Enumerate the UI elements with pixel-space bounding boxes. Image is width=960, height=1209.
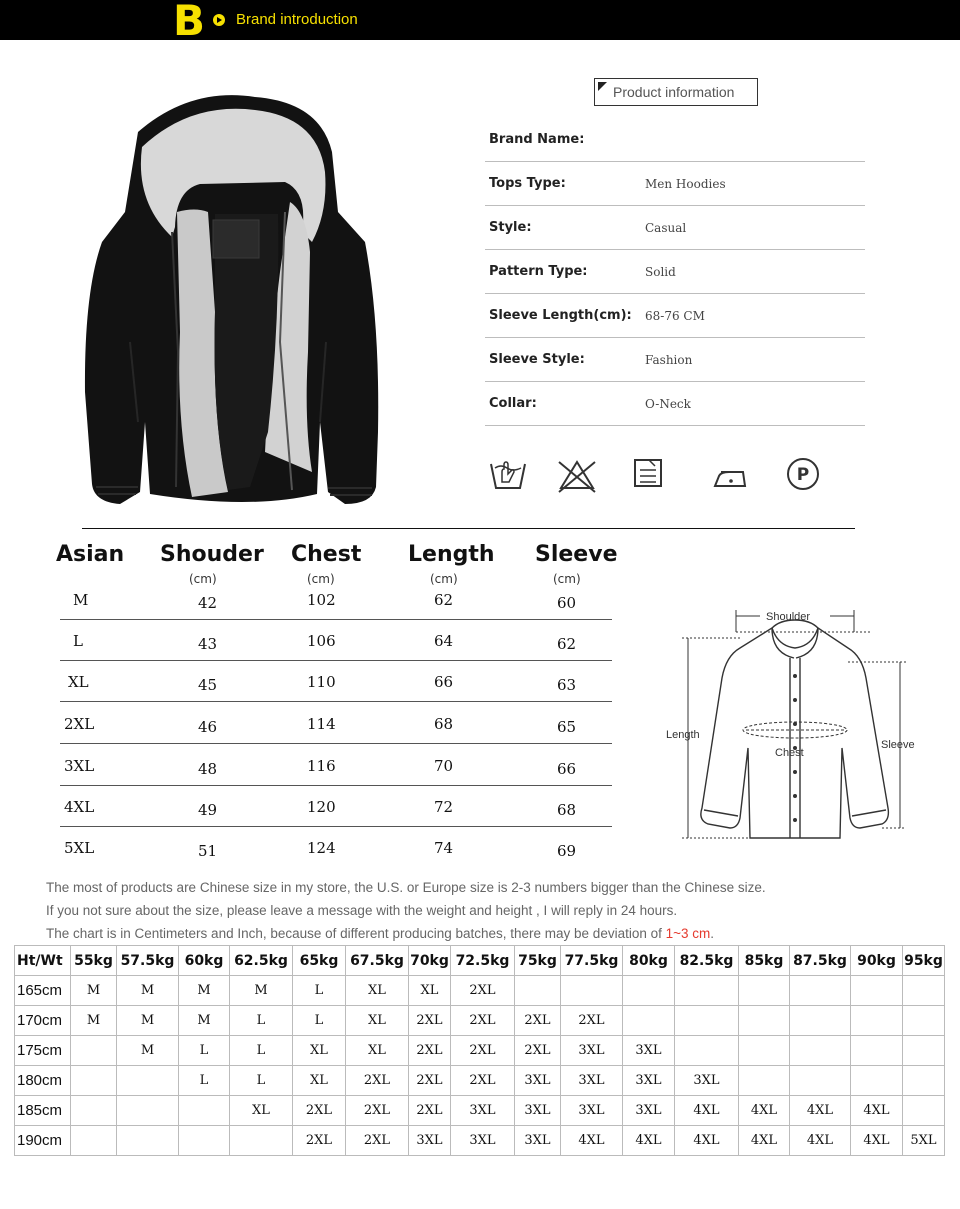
grid-body (15, 976, 945, 1156)
row-divider (60, 701, 612, 702)
height-cell: 190cm (15, 1126, 71, 1156)
height-cell: 175cm (15, 1036, 71, 1066)
size-cell (71, 1036, 117, 1066)
size-cell: 4XL (675, 1096, 739, 1126)
size-cell: 64 (434, 632, 454, 650)
size-cell: 2XL (409, 1096, 451, 1126)
size-cell (851, 1006, 903, 1036)
size-cell: 3XL (451, 1126, 515, 1156)
height-cell: 165cm (15, 976, 71, 1006)
spec-label: Collar: (489, 396, 537, 411)
size-cell (71, 1066, 117, 1096)
size-cell: 4XL (790, 1126, 851, 1156)
play-circle-icon (213, 14, 225, 26)
size-cell: 46 (198, 718, 218, 736)
spec-label: Style: (489, 220, 532, 235)
weight-header: 67.5kg (346, 946, 409, 976)
size-cell: 2XL (451, 1066, 515, 1096)
spec-label: Tops Type: (489, 176, 566, 191)
size-cell: L (293, 1006, 346, 1036)
size-cell (903, 1096, 945, 1126)
size-cell (790, 1006, 851, 1036)
size-cell (903, 1006, 945, 1036)
size-cell: 3XL (623, 1096, 675, 1126)
size-cell: 2XL (293, 1096, 346, 1126)
weight-header: 77.5kg (561, 946, 623, 976)
size-cell: XL (293, 1036, 346, 1066)
weight-header: 55kg (71, 946, 117, 976)
banner-title: Brand introduction (236, 11, 358, 28)
size-cell: 3XL (675, 1066, 739, 1096)
size-cell (739, 1006, 790, 1036)
size-cell: 3XL (561, 1036, 623, 1066)
size-cell: 4XL (739, 1126, 790, 1156)
size-cell: M (117, 1006, 179, 1036)
size-cell: 70 (434, 757, 454, 775)
size-cell: 2XL (346, 1096, 409, 1126)
size-cell: 4XL (851, 1096, 903, 1126)
weight-header: 65kg (293, 946, 346, 976)
size-unit-sleeve: (cm) (553, 572, 581, 586)
section-divider (82, 528, 855, 529)
size-cell: L (73, 632, 83, 650)
size-cell: 4XL (851, 1126, 903, 1156)
size-cell: 116 (307, 757, 336, 775)
weight-header: 80kg (623, 946, 675, 976)
size-row-4xl (60, 786, 612, 827)
spec-row-collar (485, 382, 865, 426)
size-cell (851, 976, 903, 1006)
size-cell: 2XL (451, 1036, 515, 1066)
weight-header: 62.5kg (230, 946, 293, 976)
size-cell (623, 976, 675, 1006)
grid-corner-header: Ht/Wt (15, 946, 71, 976)
size-cell: M (179, 1006, 230, 1036)
size-cell: 2XL (409, 1006, 451, 1036)
corner-triangle-icon (598, 82, 607, 91)
size-cell: 120 (307, 798, 336, 816)
spec-row-sleeve-length (485, 294, 865, 338)
note-text-end: . (710, 926, 715, 941)
size-cell: 2XL (346, 1066, 409, 1096)
size-cell (230, 1126, 293, 1156)
size-cell: M (179, 976, 230, 1006)
size-cell: XL (346, 1006, 409, 1036)
size-cell: 2XL (64, 715, 95, 733)
size-cell: M (230, 976, 293, 1006)
size-cell: M (117, 976, 179, 1006)
size-cell: 4XL (64, 798, 95, 816)
size-cell: 110 (307, 673, 336, 691)
size-cell: 60 (557, 594, 577, 612)
size-cell (851, 1036, 903, 1066)
svg-text:P: P (796, 465, 810, 485)
diagram-label-shoulder: Shoulder (766, 611, 811, 623)
size-cell: M (117, 1036, 179, 1066)
spec-row-sleeve-style (485, 338, 865, 382)
size-cell: 4XL (790, 1096, 851, 1126)
size-cell: 72 (434, 798, 454, 816)
dry-clean-p-icon (781, 452, 825, 496)
size-cell: 106 (307, 632, 336, 650)
note-line: If you not sure about the size, please leave a message with the weight and height , I will reply in 24 hours. (46, 903, 678, 918)
size-unit-length: (cm) (430, 572, 458, 586)
product-information-label: Product information (613, 84, 735, 100)
note-text: The chart is in Centimeters and Inch, because of different producing batches, there may be deviation of (46, 926, 666, 941)
size-header-asian: Asian (56, 542, 125, 567)
size-cell (903, 976, 945, 1006)
brand-logo-letter: B (173, 0, 206, 45)
size-header-sleeve: Sleeve (535, 542, 618, 567)
weight-header: 85kg (739, 946, 790, 976)
size-cell: 3XL (64, 757, 95, 775)
spec-value: 68-76 CM (645, 309, 705, 323)
grid-row (15, 976, 945, 1006)
spec-row-tops-type (485, 162, 865, 206)
spec-value: Fashion (645, 353, 693, 367)
size-cell (851, 1066, 903, 1096)
size-cell: L (230, 1036, 293, 1066)
size-cell: 4XL (561, 1126, 623, 1156)
note-line: The most of products are Chinese size in my store, the U.S. or Europe size is 2-3 numbers bigger than the Chinese size. (46, 880, 766, 895)
spec-label: Pattern Type: (489, 264, 588, 279)
size-cell: 5XL (903, 1126, 945, 1156)
no-bleach-icon (555, 452, 599, 496)
size-cell (117, 1066, 179, 1096)
dry-flat-icon (629, 452, 673, 496)
size-cell: XL (346, 1036, 409, 1066)
size-cell: 62 (557, 635, 577, 653)
weight-header: 82.5kg (675, 946, 739, 976)
size-cell (117, 1126, 179, 1156)
size-cell: 102 (307, 591, 336, 609)
size-notes (46, 876, 766, 945)
diagram-label-length: Length (666, 729, 700, 741)
size-cell: 65 (557, 718, 577, 736)
size-cell: XL (68, 673, 89, 691)
size-unit-chest: (cm) (307, 572, 335, 586)
size-cell (515, 976, 561, 1006)
product-information-title (594, 78, 758, 106)
size-cell: 2XL (293, 1126, 346, 1156)
height-weight-size-grid (14, 945, 945, 1156)
size-header-chest: Chest (291, 542, 362, 567)
iron-low-icon (709, 452, 753, 496)
size-cell: 3XL (515, 1066, 561, 1096)
size-cell: XL (346, 976, 409, 1006)
size-cell: 2XL (515, 1006, 561, 1036)
height-cell: 170cm (15, 1006, 71, 1036)
size-cell: 3XL (561, 1066, 623, 1096)
size-cell: 3XL (623, 1036, 675, 1066)
size-cell: 5XL (64, 839, 95, 857)
size-cell (623, 1006, 675, 1036)
weight-header: 87.5kg (790, 946, 851, 976)
size-cell: 4XL (623, 1126, 675, 1156)
size-cell: XL (293, 1066, 346, 1096)
size-cell (903, 1066, 945, 1096)
weight-header: 75kg (515, 946, 561, 976)
spec-row-pattern-type (485, 250, 865, 294)
size-cell: L (230, 1066, 293, 1096)
size-cell: 69 (557, 842, 577, 860)
size-cell: 3XL (451, 1096, 515, 1126)
size-cell (739, 976, 790, 1006)
diagram-label-sleeve: Sleeve (881, 739, 915, 751)
size-cell (179, 1096, 230, 1126)
size-cell: 43 (198, 635, 218, 653)
weight-header: 72.5kg (451, 946, 515, 976)
size-cell: 2XL (409, 1066, 451, 1096)
size-cell (790, 976, 851, 1006)
size-cell: 68 (557, 801, 577, 819)
grid-header-row (15, 946, 945, 976)
size-cell: 62 (434, 591, 454, 609)
grid-row (15, 1036, 945, 1066)
size-cell: 42 (198, 594, 218, 612)
size-cell: M (73, 591, 89, 609)
spec-value: Casual (645, 221, 687, 235)
size-cell: 51 (198, 842, 218, 860)
size-cell: 3XL (623, 1066, 675, 1096)
row-divider (60, 743, 612, 744)
size-cell (739, 1036, 790, 1066)
size-cell: XL (409, 976, 451, 1006)
size-cell: 45 (198, 676, 218, 694)
size-cell: M (71, 1006, 117, 1036)
size-cell: 66 (434, 673, 454, 691)
size-cell: 124 (307, 839, 336, 857)
size-cell: 3XL (561, 1096, 623, 1126)
measurement-diagram (660, 598, 925, 848)
spec-table (485, 118, 865, 426)
spec-value: Men Hoodies (645, 177, 726, 191)
size-cell: 66 (557, 760, 577, 778)
grid-row (15, 1066, 945, 1096)
size-row-l (60, 620, 612, 661)
grid-row (15, 1096, 945, 1126)
size-cell: 48 (198, 760, 218, 778)
size-cell (903, 1036, 945, 1066)
spec-value: Solid (645, 265, 676, 279)
hand-wash-icon (487, 452, 531, 496)
diagram-label-chest: Chest (775, 747, 804, 759)
height-cell: 185cm (15, 1096, 71, 1126)
size-header-length: Length (408, 542, 495, 567)
spec-label: Brand Name: (489, 132, 585, 147)
deviation-highlight: 1~3 cm (665, 926, 711, 941)
spec-value: O-Neck (645, 397, 691, 411)
size-cell (675, 976, 739, 1006)
size-cell: 2XL (346, 1126, 409, 1156)
height-cell: 180cm (15, 1066, 71, 1096)
size-row-3xl (60, 745, 612, 786)
size-cell (675, 1006, 739, 1036)
size-cell (739, 1066, 790, 1096)
size-cell: L (179, 1036, 230, 1066)
size-cell: 3XL (515, 1096, 561, 1126)
size-cell: M (71, 976, 117, 1006)
size-cell: 2XL (515, 1036, 561, 1066)
spec-label: Sleeve Style: (489, 352, 585, 367)
size-cell: 63 (557, 676, 577, 694)
size-cell: 2XL (451, 1006, 515, 1036)
size-cell: L (293, 976, 346, 1006)
size-cell: 2XL (409, 1036, 451, 1066)
size-row-m (60, 579, 612, 620)
size-cell (179, 1126, 230, 1156)
size-unit-shoulder: (cm) (189, 572, 217, 586)
size-row-5xl (60, 827, 612, 863)
size-cell: 74 (434, 839, 454, 857)
size-cell: L (179, 1066, 230, 1096)
size-cell (790, 1036, 851, 1066)
grid-row (15, 1126, 945, 1156)
size-cell: XL (230, 1096, 293, 1126)
spec-row-style (485, 206, 865, 250)
size-cell (790, 1066, 851, 1096)
size-header-shoulder: Shouder (160, 542, 264, 567)
size-cell (71, 1096, 117, 1126)
size-cell: 114 (307, 715, 336, 733)
size-cell (561, 976, 623, 1006)
weight-header: 57.5kg (117, 946, 179, 976)
note-line (46, 922, 766, 945)
hoodie-product-image (80, 92, 385, 517)
size-cell: 68 (434, 715, 454, 733)
size-cell: 2XL (451, 976, 515, 1006)
size-cell: 49 (198, 801, 218, 819)
size-cell: 4XL (675, 1126, 739, 1156)
spec-row-brand-name (485, 118, 865, 162)
brand-banner (0, 0, 960, 45)
size-cell: 2XL (561, 1006, 623, 1036)
weight-header: 60kg (179, 946, 230, 976)
size-cell: L (230, 1006, 293, 1036)
spec-label: Sleeve Length(cm): (489, 308, 632, 323)
size-cell: 3XL (515, 1126, 561, 1156)
grid-row (15, 1006, 945, 1036)
size-cell (675, 1036, 739, 1066)
size-cell (71, 1126, 117, 1156)
weight-header: 90kg (851, 946, 903, 976)
weight-header: 70kg (409, 946, 451, 976)
size-cell (117, 1096, 179, 1126)
size-cell: 3XL (409, 1126, 451, 1156)
size-row-2xl (60, 703, 612, 744)
care-icons (485, 452, 845, 496)
size-cell: 4XL (739, 1096, 790, 1126)
weight-header: 95kg (903, 946, 945, 976)
size-row-xl (60, 661, 612, 702)
